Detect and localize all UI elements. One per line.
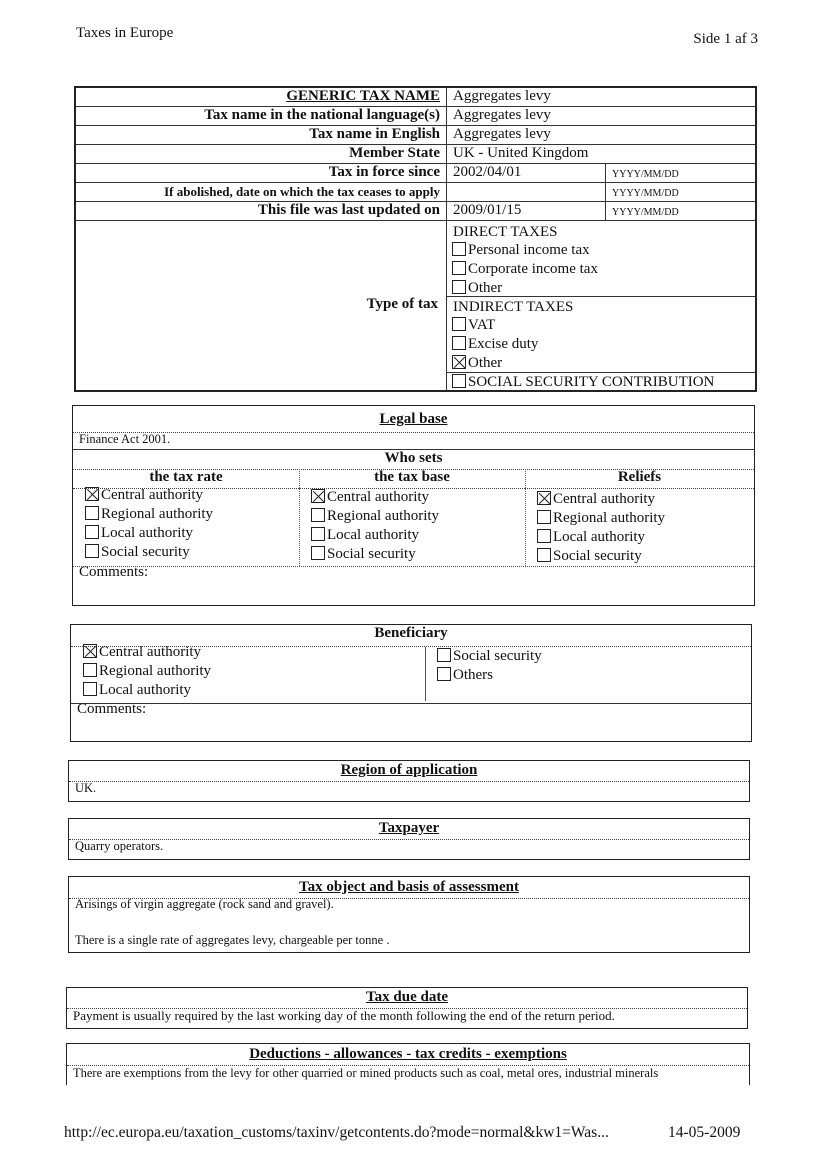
direct-taxes-group [446, 220, 755, 297]
beneficiary-section [70, 624, 752, 742]
checked-checkbox-icon[interactable] [311, 489, 325, 503]
social-security-contribution-option[interactable] [446, 373, 755, 392]
date-format-hint: YYYY/MM/DD [612, 207, 679, 218]
row-value: UK - United Kingdom [453, 145, 589, 161]
option-label: Social security [327, 546, 416, 562]
who-sets-comments-label: Comments: [79, 564, 149, 580]
tax-object-line-1: Arisings of virgin aggregate (rock sand and gravel). [75, 897, 334, 911]
option-label: Local authority [327, 527, 420, 543]
checked-checkbox-icon[interactable] [83, 644, 97, 658]
row-abolished-date [76, 183, 755, 202]
type-of-tax-section [76, 220, 755, 390]
checked-checkbox-icon[interactable] [537, 491, 551, 505]
option-label: Personal income tax [468, 242, 590, 258]
option-label: Social security [553, 548, 642, 564]
column-divider [525, 469, 526, 566]
who-sets-column-title: the tax rate [73, 469, 299, 489]
who-sets-column-options [305, 488, 439, 564]
option-label: SOCIAL SECURITY CONTRIBUTION [468, 374, 715, 390]
tax-due-date-title: Tax due date [67, 989, 747, 1009]
who-sets-option[interactable] [305, 507, 439, 526]
who-sets-option[interactable] [305, 488, 439, 507]
checkbox-icon[interactable] [452, 261, 466, 275]
checkbox-icon[interactable] [537, 529, 551, 543]
row-value: Aggregates levy [453, 107, 551, 123]
option-label: Corporate income tax [468, 261, 598, 277]
direct-tax-option[interactable] [446, 241, 755, 260]
who-sets-option[interactable] [79, 505, 213, 524]
option-label: Excise duty [468, 336, 539, 352]
option-label: Other [468, 355, 503, 371]
tax-object-section [68, 876, 750, 953]
who-sets-option[interactable] [531, 528, 665, 547]
who-sets-option[interactable] [79, 543, 213, 562]
row-label: Member State [349, 145, 440, 161]
checkbox-icon[interactable] [452, 317, 466, 331]
indirect-taxes-group [446, 297, 755, 373]
row-value: 2009/01/15 [453, 202, 522, 218]
checkbox-icon[interactable] [537, 510, 551, 524]
who-sets-title: Who sets [73, 450, 754, 470]
option-label: Regional authority [553, 510, 666, 526]
checkbox-icon[interactable] [85, 544, 99, 558]
beneficiary-left-options [77, 643, 211, 700]
checkbox-icon[interactable] [85, 506, 99, 520]
option-label: Other [468, 280, 503, 296]
checkbox-icon[interactable] [85, 525, 99, 539]
checked-checkbox-icon[interactable] [452, 355, 466, 369]
direct-tax-option[interactable] [446, 279, 755, 298]
who-sets-option[interactable] [79, 524, 213, 543]
tax-object-line-2: There is a single rate of aggregates levy, chargeable per tonne . [75, 933, 390, 947]
checkbox-icon[interactable] [437, 667, 451, 681]
who-sets-option[interactable] [305, 526, 439, 545]
who-sets-option[interactable] [531, 547, 665, 566]
row-value: 2002/04/01 [453, 164, 522, 180]
who-sets-column-options [531, 490, 665, 566]
row-in-force-since [76, 164, 755, 183]
checkbox-icon[interactable] [311, 508, 325, 522]
checkbox-icon[interactable] [311, 546, 325, 560]
row-label: Tax name in English [309, 126, 440, 142]
option-label: Social security [453, 648, 542, 664]
who-sets-column-title: the tax base [299, 469, 525, 489]
row-label: Tax name in the national language(s) [204, 107, 440, 123]
row-label: This file was last updated on [257, 202, 440, 218]
indirect-tax-option[interactable] [446, 316, 755, 335]
direct-tax-option[interactable] [446, 260, 755, 279]
row-value: Aggregates levy [453, 88, 551, 104]
taxpayer-title: Taxpayer [69, 820, 749, 840]
who-sets-option[interactable] [531, 509, 665, 528]
who-sets-option[interactable] [305, 545, 439, 564]
option-label: Central authority [101, 487, 204, 503]
option-label: Central authority [327, 489, 430, 505]
row-generic-tax-name [76, 88, 755, 107]
deductions-title: Deductions - allowances - tax credits - exemptions [67, 1046, 749, 1066]
option-label: Local authority [101, 525, 194, 541]
who-sets-column-options [79, 486, 213, 562]
social-security-group [446, 373, 755, 392]
page-header-title: Taxes in Europe [76, 25, 174, 41]
divider [73, 566, 754, 567]
tax-due-date-text: Payment is usually required by the last working day of the month following the end of the return period. [73, 1008, 615, 1023]
region-text: UK. [75, 781, 97, 795]
taxpayer-section [68, 818, 750, 860]
beneficiary-option[interactable] [77, 662, 211, 681]
row-label: GENERIC TAX NAME [286, 88, 440, 104]
checkbox-icon[interactable] [452, 280, 466, 294]
row-national-name [76, 107, 755, 126]
checkbox-icon[interactable] [537, 548, 551, 562]
option-label: VAT [468, 317, 496, 333]
option-label: Central authority [99, 644, 202, 660]
beneficiary-option[interactable] [431, 647, 542, 666]
row-value: Aggregates levy [453, 126, 551, 142]
checkbox-icon[interactable] [83, 663, 97, 677]
option-label: Others [453, 667, 493, 683]
type-of-tax-label: Type of tax [366, 296, 438, 312]
tax-identification-table [74, 86, 757, 392]
checkbox-icon[interactable] [437, 648, 451, 662]
beneficiary-option[interactable] [431, 666, 542, 685]
region-section [68, 760, 750, 802]
beneficiary-option[interactable] [77, 681, 211, 700]
option-label: Local authority [553, 529, 646, 545]
beneficiary-title: Beneficiary [71, 625, 751, 647]
divider [425, 647, 426, 701]
date-format-hint: YYYY/MM/DD [612, 169, 679, 180]
row-english-name [76, 126, 755, 145]
footer-date: 14-05-2009 [668, 1124, 741, 1141]
row-member-state [76, 145, 755, 164]
page-number: Side 1 af 3 [693, 31, 758, 47]
legal-base-text: Finance Act 2001. [79, 432, 171, 446]
indirect-taxes-title: INDIRECT TAXES [453, 299, 574, 315]
option-label: Regional authority [327, 508, 440, 524]
divider [71, 703, 751, 704]
direct-taxes-title: DIRECT TAXES [453, 224, 558, 240]
footer-url[interactable]: http://ec.europa.eu/taxation_customs/taxinv/getcontents.do?mode=normal&kw1=Was... [64, 1124, 609, 1141]
deductions-text: There are exemptions from the levy for other quarried or mined products such as coal, metal ores, industrial minerals [73, 1066, 659, 1080]
row-label: Tax in force since [328, 164, 440, 180]
column-divider [299, 469, 300, 566]
option-label: Regional authority [99, 663, 212, 679]
tax-due-date-section [66, 987, 748, 1029]
indirect-tax-option[interactable] [446, 354, 755, 373]
checked-checkbox-icon[interactable] [85, 487, 99, 501]
legal-base-title: Legal base [73, 411, 754, 433]
option-label: Regional authority [101, 506, 214, 522]
beneficiary-option[interactable] [77, 643, 211, 662]
checkbox-icon[interactable] [452, 336, 466, 350]
beneficiary-comments-label: Comments: [77, 701, 147, 717]
who-sets-option[interactable] [79, 486, 213, 505]
date-format-hint: YYYY/MM/DD [612, 188, 679, 199]
deductions-section [66, 1043, 750, 1085]
who-sets-column-title: Reliefs [525, 469, 754, 489]
option-label: Social security [101, 544, 190, 560]
checkbox-icon[interactable] [452, 374, 466, 388]
legal-base-section [72, 405, 755, 606]
checkbox-icon[interactable] [452, 242, 466, 256]
row-last-updated [76, 202, 755, 221]
option-label: Local authority [99, 682, 192, 698]
beneficiary-right-options [431, 647, 542, 685]
who-sets-option[interactable] [531, 490, 665, 509]
tax-object-title: Tax object and basis of assessment [69, 879, 749, 899]
row-label: If abolished, date on which the tax ceases to apply [164, 184, 440, 199]
checkbox-icon[interactable] [83, 682, 97, 696]
option-label: Central authority [553, 491, 656, 507]
indirect-tax-option[interactable] [446, 335, 755, 354]
type-of-tax-options [446, 220, 755, 390]
checkbox-icon[interactable] [311, 527, 325, 541]
region-title: Region of application [69, 762, 749, 782]
taxpayer-text: Quarry operators. [75, 839, 164, 853]
